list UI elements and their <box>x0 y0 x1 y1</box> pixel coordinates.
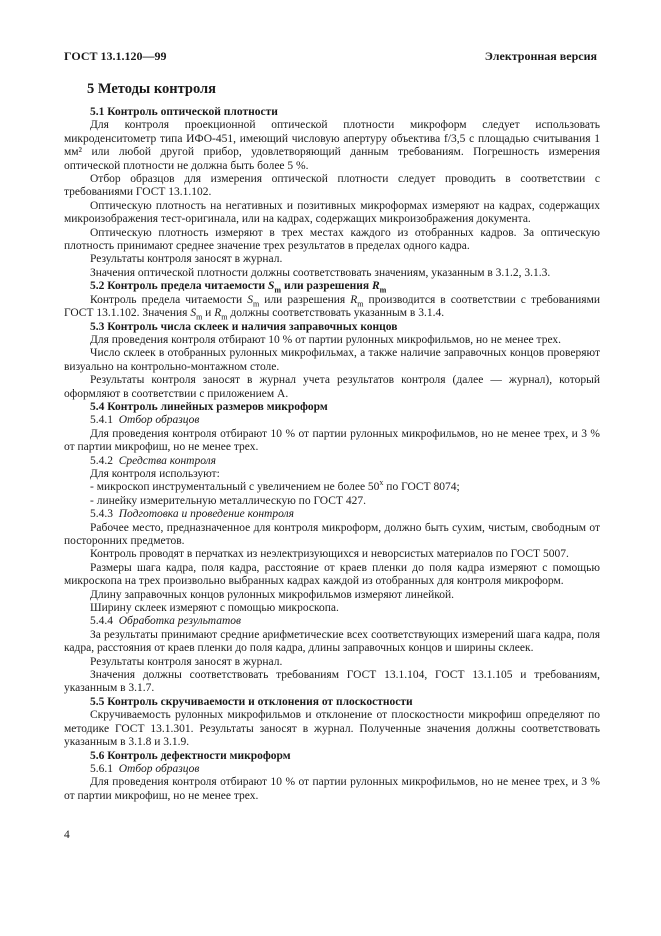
paragraph: Результаты контроля заносят в журнал. <box>90 253 283 266</box>
paragraph: Для контроля проекционной оптической плотности микроформ следует использовать микроденситометр типа ИФО-451, имеющий числовую апертуру объектива f/3,5 с площадью считывания 1 мм² или любой другой прибор, удовлетворяющий данным требованиям. Погрешность измерения оптической плотности не должна быть более 5 %. <box>64 119 600 172</box>
list-item: - микроскоп инструментальный с увеличением не более 50$^x$ по ГОСТ 8074; <box>90 478 460 494</box>
heading-5-3: 5.3 Контроль числа склеек и наличия заправочных концов <box>90 320 398 333</box>
heading-5-4: 5.4 Контроль линейных размеров микроформ <box>90 400 328 413</box>
paragraph: Ширину склеек измеряют с помощью микроскопа. <box>90 602 339 615</box>
paragraph: Значения должны соответствовать требованиям ГОСТ 13.1.104, ГОСТ 13.1.105 и требованиям, указанным в 3.1.7. <box>64 669 600 695</box>
page-content <box>64 80 600 803</box>
paragraph: Для проведения контроля отбирают 10 % от партии рулонных микрофильмов, но не менее трех. <box>90 333 562 346</box>
paragraph: Рабочее место, предназначенное для контроля микроформ, должно быть сухим, чистым, свободным от посторонних предметов. <box>64 521 600 547</box>
paragraph: Результаты контроля заносят в журнал учета результатов контроля (далее — журнал), который оформляют в соответствии с приложением А. <box>64 374 600 400</box>
paragraph: Оптическую плотность измеряют в трех местах каждого из отобранных кадров. За оптическую плотность принимают среднее значение трех результатов в пределах одного кадра. <box>64 226 600 253</box>
subheading-5-4-4: 5.4.4 Обработка результатов <box>90 615 241 628</box>
paragraph: За результаты принимают средние арифметические всех соответствующих измерений шага кадра, поля кадра, расстояния от краев пленки до поля кадра, длины заправочных концов и ширины склеек. <box>64 628 600 655</box>
paragraph: Число склеек в отобранных рулонных микрофильмах, а также наличие заправочных концов проверяют визуально на контрольно-монтажном столе. <box>64 347 600 373</box>
paragraph: Для контроля используют: <box>90 467 220 480</box>
subheading-5-4-2: 5.4.2 Средства контроля <box>90 454 217 467</box>
paragraph: Размеры шага кадра, поля кадра, расстояние от краев пленки до поля кадра измеряют с помощью микроскопа на трех произвольно выбранных кадрах каждой из отобранных для контроля микроформ. <box>64 561 600 588</box>
heading-5-5: 5.5 Контроль скручиваемости и отклонения от плоскостности <box>90 695 413 708</box>
paragraph: Для проведения контроля отбирают 10 % от партии рулонных микрофильмов, но не менее трех, и 3 % от партии микрофиш, но не менее трех. <box>64 427 600 454</box>
paragraph: Длину заправочных концов рулонных микрофильмов измеряют линейкой. <box>90 588 455 601</box>
version-label: Электронная версия <box>484 49 597 63</box>
section-title: 5 Методы контроля <box>87 81 217 97</box>
heading-5-2: 5.2 Контроль предела читаемости $S_m$ или разрешения $R_m$ <box>90 280 387 295</box>
heading-5-6: 5.6 Контроль дефектности микроформ <box>90 749 291 762</box>
subheading-5-4-3: 5.4.3 Подготовка и проведение контроля <box>90 508 294 521</box>
paragraph: Оптическую плотность на негативных и позитивных микроформах измеряют на кадрах, содержащих микроизображения тест-оригинала, или на кадрах, содержащих микроизображения документа. <box>64 199 600 226</box>
paragraph: Результаты контроля заносят в журнал. <box>90 655 283 668</box>
page-header <box>64 50 597 63</box>
paragraph: Контроль проводят в перчатках из неэлектризующихся и неворсистых материалов по ГОСТ 5007. <box>90 548 569 561</box>
page-number: 4 <box>64 829 70 841</box>
list-item: - линейку измерительную металлическую по ГОСТ 427. <box>90 494 366 507</box>
heading-5-1: 5.1 Контроль оптической плотности <box>90 106 278 118</box>
paragraph: Для проведения контроля отбирают 10 % от партии рулонных микрофильмов, но не менее трех, и 3 % от партии микрофиш, но не менее трех. <box>64 776 600 802</box>
paragraph: Контроль предела читаемости $S_m$ или разрешения $R_m$ производится в соответствии с требованиями ГОСТ 13.1.102. Значения $S_m$ и $R_m$ должны соответствовать указанным в 3.1.4. <box>64 293 600 322</box>
paragraph: Значения оптической плотности должны соответствовать значениям, указанным в 3.1.2, 3.1.3. <box>90 266 551 279</box>
document-id: ГОСТ 13.1.120—99 <box>64 49 167 63</box>
paragraph: Скручиваемость рулонных микрофильмов и отклонение от плоскостности микрофиш определяют по методике ГОСТ 13.1.301. Результаты заносят в журнал. Полученные значения должны соответствовать указанным в 3.1.8 и 3.1.9. <box>64 709 600 749</box>
subheading-5-4-1: 5.4.1 Отбор образцов <box>90 414 200 427</box>
paragraph: Отбор образцов для измерения оптической плотности следует проводить в соответствии с требованиями ГОСТ 13.1.102. <box>64 173 600 199</box>
subheading-5-6-1: 5.6.1 Отбор образцов <box>90 762 200 775</box>
